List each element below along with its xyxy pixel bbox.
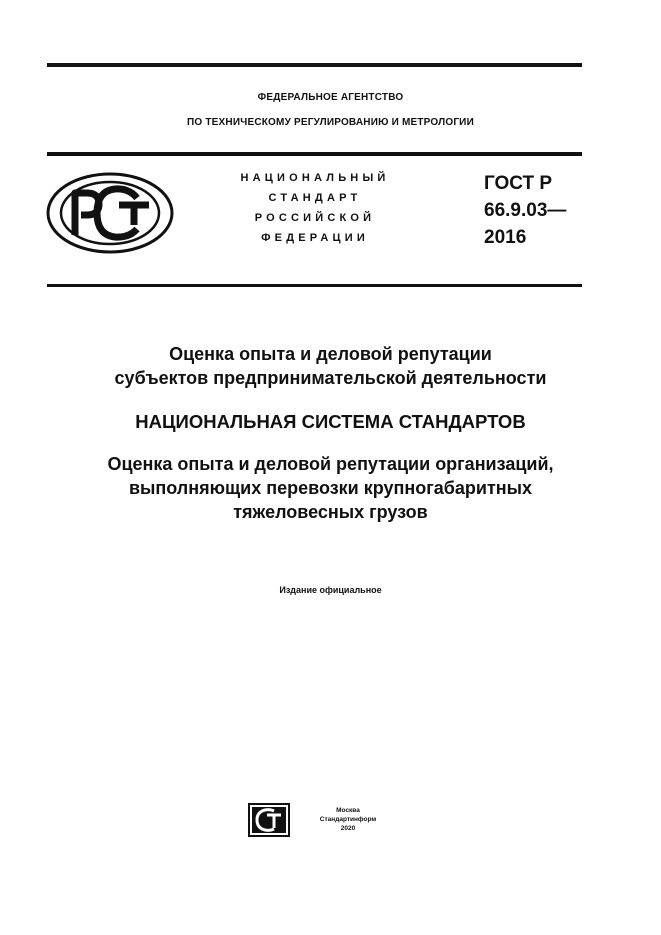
designation-line-3: 2016	[484, 227, 527, 248]
standartinform-logo-icon	[248, 803, 290, 837]
publisher-year: 2020	[340, 825, 356, 832]
agency-line-2: ПО ТЕХНИЧЕСКОМУ РЕГУЛИРОВАНИЮ И МЕТРОЛОГИИ	[187, 117, 474, 128]
top-rule	[47, 63, 582, 67]
header-rule	[47, 152, 582, 156]
specific-title-line-2: выполняющих перевозки крупногабаритных	[128, 478, 533, 498]
publisher-block	[312, 806, 384, 833]
general-title	[0, 342, 661, 390]
publisher-city: Москва	[336, 807, 360, 814]
designation-line-1: ГОСТ Р	[484, 173, 553, 194]
section-rule	[47, 284, 582, 287]
general-title-line-2: субъектов предпринимательской деятельности	[114, 368, 547, 388]
gost-r-logo-icon	[45, 171, 175, 255]
standard-type-line-2: СТАНДАРТ	[268, 192, 362, 204]
standard-designation	[484, 170, 566, 251]
system-title: НАЦИОНАЛЬНАЯ СИСТЕМА СТАНДАРТОВ	[135, 411, 526, 432]
general-title-line-1: Оценка опыта и деловой репутации	[169, 344, 492, 364]
standard-type-line-1: НАЦИОНАЛЬНЫЙ	[240, 172, 390, 184]
specific-title	[0, 452, 661, 524]
specific-title-line-3: тяжеловесных грузов	[233, 502, 428, 522]
designation-line-2: 66.9.03—	[484, 200, 567, 221]
standard-type-line-3: РОССИЙСКОЙ	[254, 212, 376, 224]
publisher-name: Стандартинформ	[319, 816, 377, 823]
specific-title-line-1: Оценка опыта и деловой репутации организаций,	[107, 454, 554, 474]
agency-line-1: ФЕДЕРАЛЬНОЕ АГЕНТСТВО	[257, 92, 404, 103]
edition-label: Издание официальное	[279, 585, 382, 595]
standard-type-line-4: ФЕДЕРАЦИИ	[261, 232, 369, 244]
